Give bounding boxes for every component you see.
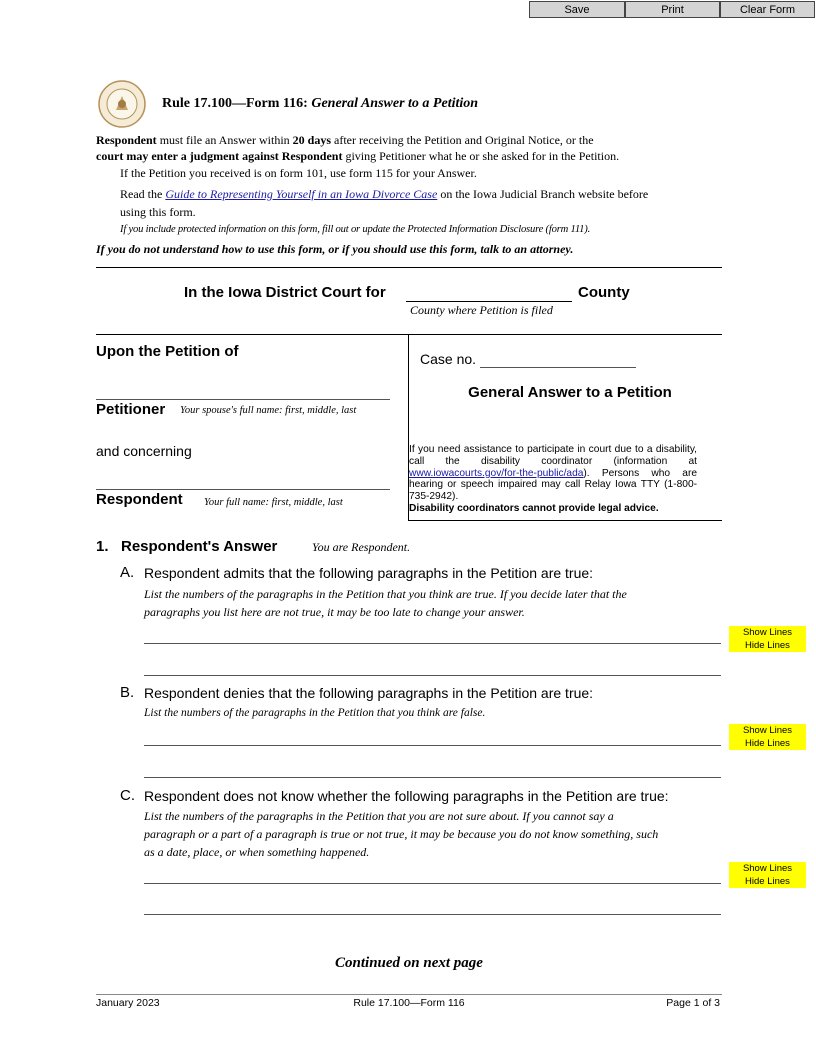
intro-bold-judgment: court may enter a judgment against Respondent bbox=[96, 149, 343, 163]
intro-text: must file an Answer within bbox=[156, 133, 293, 147]
petitioner-name-field[interactable] bbox=[96, 380, 390, 400]
intro-bold-respondent: Respondent bbox=[96, 133, 157, 147]
form-heading bbox=[162, 96, 478, 112]
and-concerning-label: and concerning bbox=[96, 443, 192, 459]
item-a-lines-toggle bbox=[729, 626, 806, 652]
respondent-name-field[interactable] bbox=[96, 470, 390, 490]
item-b-answer-line-2[interactable] bbox=[144, 777, 721, 778]
item-b-note: List the numbers of the paragraphs in the Petition that you think are false. bbox=[144, 707, 486, 719]
note-line: paragraphs you list here are not true, it may be too late to change your answer. bbox=[144, 605, 525, 619]
section-title: Respondent's Answer bbox=[121, 538, 278, 555]
note-line: paragraph or a part of a paragraph is true or not true, it may be because you do not know something, such bbox=[144, 827, 659, 841]
form-title: General Answer to a Petition bbox=[311, 96, 479, 111]
show-lines-button[interactable]: Show Lines bbox=[742, 627, 793, 638]
ada-notice bbox=[409, 444, 697, 515]
ada-text: If you need assistance to participate in court due to a disability, call the disability coordinator (information at bbox=[409, 444, 697, 467]
rule-number: Rule 17.100—Form 116: bbox=[162, 96, 312, 111]
print-button[interactable]: Print bbox=[625, 1, 720, 18]
hide-lines-button[interactable]: Hide Lines bbox=[745, 640, 790, 651]
caption-top-border bbox=[96, 334, 722, 335]
intro-paragraph-1 bbox=[96, 132, 619, 164]
caption-form-title: General Answer to a Petition bbox=[468, 384, 672, 401]
divider bbox=[96, 267, 722, 268]
petitioner-label: Petitioner bbox=[96, 401, 166, 418]
intro-bold-20-days: 20 days bbox=[292, 133, 332, 147]
county-hint: County where Petition is filed bbox=[410, 303, 553, 317]
intro-paragraph-guide bbox=[120, 185, 720, 221]
item-b-answer-line-1[interactable] bbox=[144, 745, 721, 746]
judicial-branch-seal-icon bbox=[98, 80, 146, 128]
item-c-letter: C. bbox=[120, 787, 135, 804]
intro-text: on the Iowa Judicial Branch website before bbox=[437, 187, 649, 201]
case-number-label: Case no. bbox=[420, 351, 477, 367]
show-lines-button[interactable]: Show Lines bbox=[742, 725, 793, 736]
item-b-letter: B. bbox=[120, 684, 135, 701]
clear-form-button[interactable]: Clear Form bbox=[720, 1, 815, 18]
save-button[interactable]: Save bbox=[529, 1, 625, 18]
county-label: County bbox=[578, 284, 630, 301]
case-number-field[interactable] bbox=[480, 351, 636, 368]
hide-lines-button[interactable]: Hide Lines bbox=[745, 738, 790, 749]
item-a-letter: A. bbox=[120, 564, 135, 581]
caption-bottom-border bbox=[408, 520, 722, 521]
court-label: In the Iowa District Court for bbox=[184, 284, 386, 301]
footer-page: Page 1 of 3 bbox=[666, 997, 720, 1009]
guide-link[interactable]: Guide to Representing Yourself in an Iowa Divorce Case bbox=[165, 187, 438, 201]
upon-petition-label: Upon the Petition of bbox=[96, 343, 239, 360]
note-line: List the numbers of the paragraphs in the Petition that you are not sure about. If you cannot say a bbox=[144, 809, 614, 823]
intro-text: Read the bbox=[120, 187, 166, 201]
item-c-answer-line-2[interactable] bbox=[144, 914, 721, 915]
ada-bold-note: Disability coordinators cannot provide legal advice. bbox=[409, 502, 659, 514]
section-number: 1. bbox=[96, 538, 109, 555]
item-a-answer-line-2[interactable] bbox=[144, 675, 721, 676]
item-a-answer-line-1[interactable] bbox=[144, 643, 721, 644]
ada-link[interactable]: www.iowacourts.gov/for-the-public/ada bbox=[409, 467, 584, 479]
item-c-text: Respondent does not know whether the following paragraphs in the Petition are true: bbox=[144, 788, 669, 804]
item-b-lines-toggle bbox=[729, 724, 806, 750]
note-line: List the numbers of the paragraphs in the Petition that you think are true. If you decide later that the bbox=[144, 587, 627, 601]
footer-divider bbox=[96, 994, 722, 995]
show-lines-button[interactable]: Show Lines bbox=[742, 863, 793, 874]
respondent-label: Respondent bbox=[96, 491, 183, 508]
county-field[interactable] bbox=[406, 284, 572, 302]
item-a-note bbox=[144, 585, 627, 621]
petitioner-hint: Your spouse's full name: first, middle, last bbox=[180, 405, 357, 416]
intro-text: after receiving the Petition and Original Notice, or the bbox=[331, 133, 594, 147]
section-hint: You are Respondent. bbox=[312, 540, 411, 554]
continued-note: Continued on next page bbox=[335, 955, 483, 971]
item-c-note bbox=[144, 807, 658, 861]
item-c-answer-line-1[interactable] bbox=[144, 883, 721, 884]
footer-date: January 2023 bbox=[96, 997, 160, 1009]
footer-rule: Rule 17.100—Form 116 bbox=[353, 997, 465, 1009]
attorney-warning: If you do not understand how to use this form, or if you should use this form, talk to an attorney. bbox=[96, 242, 574, 256]
intro-text: using this form. bbox=[120, 205, 196, 219]
note-line: as a date, place, or when something happened. bbox=[144, 845, 370, 859]
respondent-hint: Your full name: first, middle, last bbox=[204, 497, 343, 508]
protected-info-note: If you include protected information on this form, fill out or update the Protected Information Disclosure (form 111). bbox=[120, 224, 591, 235]
item-c-lines-toggle bbox=[729, 862, 806, 888]
intro-text: giving Petitioner what he or she asked for in the Petition. bbox=[342, 149, 620, 163]
intro-paragraph-form101: If the Petition you received is on form 101, use form 115 for your Answer. bbox=[120, 166, 477, 180]
hide-lines-button[interactable]: Hide Lines bbox=[745, 876, 790, 887]
item-b-text: Respondent denies that the following paragraphs in the Petition are true: bbox=[144, 685, 594, 701]
ada-text: ). Persons who are hearing or speech impaired may call Relay Iowa TTY (1-800-735-2942). bbox=[409, 467, 697, 503]
item-a-text: Respondent admits that the following paragraphs in the Petition are true: bbox=[144, 565, 594, 581]
